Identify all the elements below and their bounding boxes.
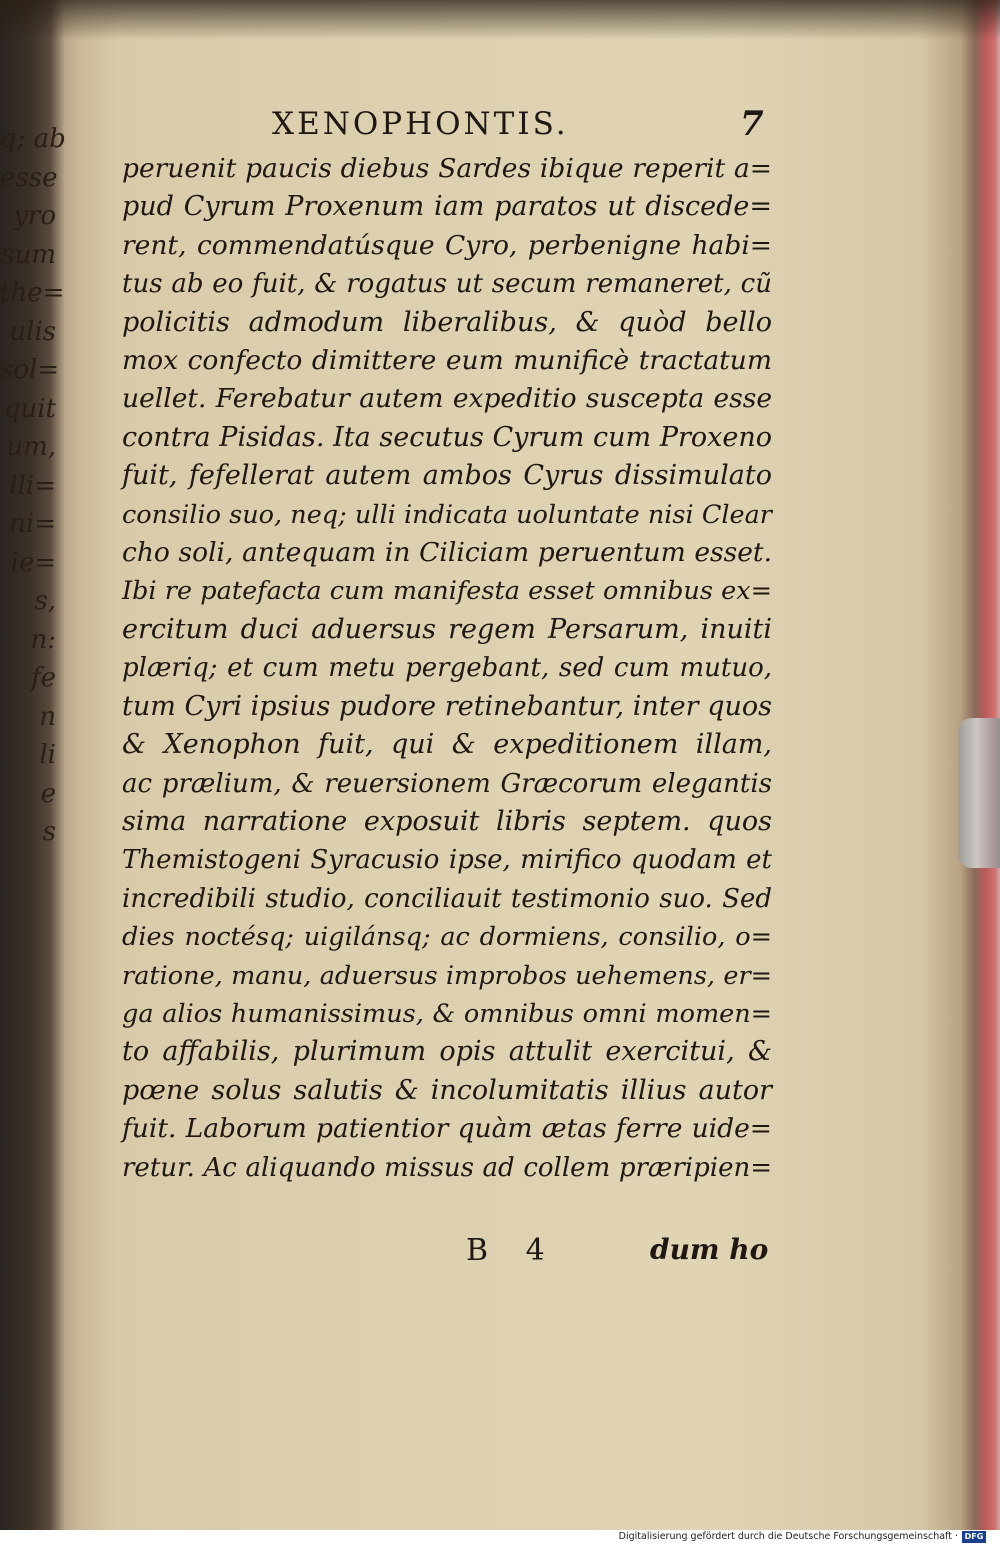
left-page-fragment: the= <box>0 278 65 308</box>
credit-text: Digitalisierung gefördert durch die Deutsche Forschungsgemeinschaft · <box>618 1531 958 1542</box>
text-line: consilio suo, neq; ulli indicata uoluntate nisi Clear <box>122 499 772 530</box>
digitization-credit-bar <box>0 1530 1000 1545</box>
text-line: & Xenophon fuit, qui & expeditionem illam, <box>122 729 772 761</box>
left-page-fragment: lli= <box>9 470 56 501</box>
top-shadow <box>0 0 1000 40</box>
text-line: mox confecto dimittere eum munificè tractatum <box>122 345 772 377</box>
left-page-fragment: s, <box>34 586 56 616</box>
left-page-fragment: yro <box>13 201 56 231</box>
left-page-fragment: n: <box>30 624 56 655</box>
text-line: tum Cyri ipsius pudore retinebantur, inter quos <box>122 690 772 722</box>
left-page-fragment: li <box>39 740 56 770</box>
left-page-fragment: n <box>39 701 56 732</box>
signature-mark: B 4 <box>466 1233 559 1268</box>
page-header <box>0 104 1000 144</box>
catchword: dum ho <box>650 1233 769 1266</box>
left-page-fragment: ie= <box>10 547 56 578</box>
text-line: incredibili studio, conciliauit testimonio suo. Sed <box>122 883 772 914</box>
running-title: XENOPHONTIS. <box>272 106 569 142</box>
page-number: 7 <box>740 104 764 144</box>
text-line: ac prælium, & reuersionem Græcorum elegantis <box>122 768 772 799</box>
left-page-fragment: ni= <box>9 509 56 539</box>
text-line: plæriq; et cum metu pergebant, sed cum mutuo, <box>122 653 772 684</box>
text-line: ercitum duci aduersus regem Persarum, inuiti <box>122 613 772 645</box>
text-line: cho soli, antequam in Ciliciam peruentum esset. <box>122 537 772 569</box>
left-page-fragment: e <box>40 778 56 809</box>
text-line: sima narratione exposuit libris septem. quos <box>122 805 772 837</box>
text-line: Ibi re patefacta cum manifesta esset omnibus ex= <box>122 576 772 607</box>
body-text <box>122 150 772 1187</box>
text-line: pœne solus salutis & incolumitatis illius autor <box>122 1074 772 1106</box>
text-line: ratione, manu, aduersus improbos uehemens, er= <box>122 960 772 991</box>
left-page-fragment: esse <box>0 162 58 193</box>
text-line: rent, commendatúsque Cyro, perbenigne habi= <box>122 229 772 261</box>
left-page-margin-fragments <box>0 120 66 980</box>
text-line: tus ab eo fuit, & rogatus ut secum remaneret, cũ <box>122 269 772 300</box>
left-page-fragment: fe <box>30 663 56 693</box>
left-page-fragment: ulis <box>9 316 56 347</box>
book-clip <box>958 718 1000 868</box>
page-footer <box>0 1233 1000 1273</box>
text-line: retur. Ac aliquando missus ad collem præripien= <box>122 1152 772 1183</box>
text-line: pud Cyrum Proxenum iam paratos ut discede= <box>122 191 772 223</box>
text-line: policitis admodum liberalibus, & quòd bello <box>122 306 772 338</box>
text-line: contra Pisidas. Ita secutus Cyrum cum Proxeno <box>122 421 772 453</box>
left-page-fragment: sol= <box>0 355 60 385</box>
text-line: ga alios humanissimus, & omnibus omni momen= <box>122 998 772 1029</box>
text-line: fuit, fefellerat autem ambos Cyrus dissimulato <box>122 460 772 492</box>
left-page-fragment: q; ab <box>0 124 66 154</box>
text-line: fuit. Laborum patientior quàm ætas ferre uide= <box>122 1113 772 1145</box>
text-line: peruenit paucis diebus Sardes ibique reperit a= <box>122 153 772 184</box>
dfg-logo: DFG <box>962 1531 986 1543</box>
text-line: dies noctésq; uigilánsq; ac dormiens, consilio, o= <box>122 922 772 953</box>
text-line: Themistogeni Syracusio ipse, mirifico quodam et <box>122 845 772 876</box>
left-page-fragment: sum <box>1 239 56 270</box>
text-line: to affabilis, plurimum opis attulit exercitui, & <box>122 1036 772 1068</box>
left-page-fragment: quit <box>3 393 56 424</box>
left-page-fragment: s <box>42 817 56 847</box>
left-page-fragment: um, <box>6 432 56 462</box>
text-line: uellet. Ferebatur autem expeditio suscepta esse <box>122 383 772 415</box>
